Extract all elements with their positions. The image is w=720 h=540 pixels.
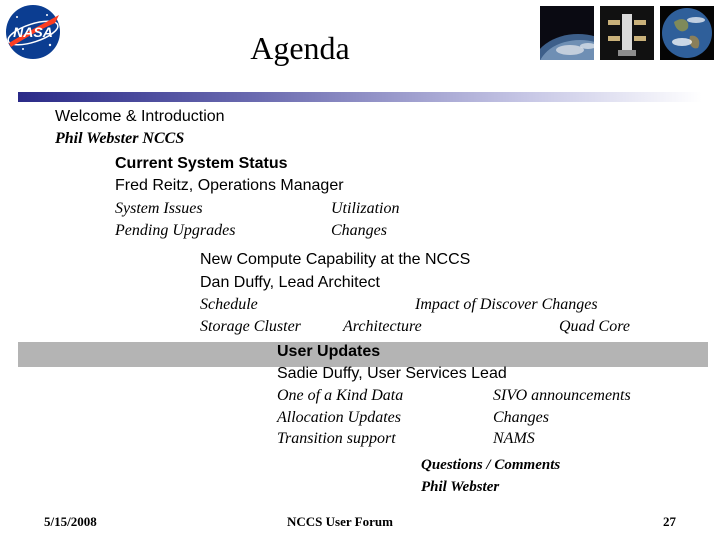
user-updates-speaker: Sadie Duffy, User Services Lead	[277, 365, 507, 382]
compute-speaker: Dan Duffy, Lead Architect	[200, 274, 380, 291]
compute-item: Impact of Discover Changes	[415, 296, 598, 313]
user-updates-item: Allocation Updates	[277, 409, 401, 426]
system-status-item: Pending Upgrades	[115, 222, 236, 239]
welcome-speaker: Phil Webster NCCS	[55, 130, 185, 147]
system-status-speaker: Fred Reitz, Operations Manager	[115, 177, 344, 194]
user-updates-item: One of a Kind Data	[277, 387, 404, 404]
compute-heading: New Compute Capability at the NCCS	[200, 251, 471, 268]
slide-title: Agenda	[250, 30, 350, 66]
compute-item: Architecture	[343, 318, 422, 335]
system-status-item: Utilization	[331, 200, 400, 217]
compute-item: Quad Core	[559, 318, 630, 335]
system-status-heading: Current System Status	[115, 155, 288, 172]
shuttle-photo	[600, 6, 654, 60]
user-updates-item: SIVO announcements	[493, 387, 631, 404]
questions-heading: Questions / Comments	[421, 457, 561, 473]
questions-speaker: Phil Webster	[421, 479, 500, 495]
title-underline	[18, 92, 702, 102]
footer-title: NCCS User Forum	[287, 514, 393, 529]
user-updates-heading: User Updates	[277, 343, 381, 360]
compute-item: Storage Cluster	[200, 318, 301, 335]
user-updates-item: Changes	[493, 409, 549, 426]
user-updates-item: NAMS	[493, 430, 535, 447]
earth-limb-photo	[540, 6, 594, 60]
compute-item: Schedule	[200, 296, 258, 313]
welcome-heading: Welcome & Introduction	[55, 108, 225, 125]
svg-text:NASA: NASA	[13, 24, 53, 40]
earth-globe-photo	[660, 6, 714, 60]
user-updates-item: Transition support	[277, 430, 396, 447]
system-status-item: System Issues	[115, 200, 203, 217]
slide-number: 27	[663, 514, 676, 529]
footer-date: 5/15/2008	[44, 514, 97, 529]
system-status-item: Changes	[331, 222, 387, 239]
